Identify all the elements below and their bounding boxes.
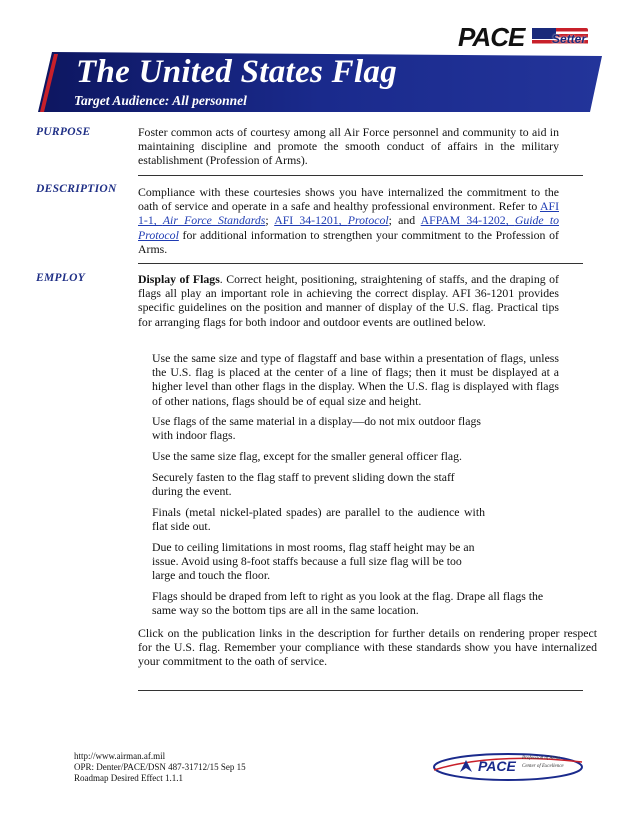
afi-1-1-link[interactable]: AFI 1-1, Air Force Standards — [138, 199, 559, 228]
flag-graphic — [532, 28, 588, 48]
title-banner — [38, 52, 602, 112]
footer-roadmap: Roadmap Desired Effect 1.1.1 — [74, 773, 184, 783]
afi-34-1201-link[interactable]: AFI 34-1201, Protocol — [274, 213, 389, 228]
description-text: Compliance with these courtesies shows you have internalized the commitment to the oath of service and operate in a safe and healthy professional environment. Refer to AFI 1-1, Air Force Standards; AFI 34-1201, Protocol; and AFPAM 34-1202, Guide to Protocol for additional information to strengthen your commitment to the Profession of Arms. — [138, 185, 559, 256]
employ-intro — [138, 272, 559, 329]
employ-label: EMPLOY — [36, 272, 86, 284]
employ-intro-text: . Correct height, positioning, straightening of staffs, and the draping of flags all play an important role in achieving the correct display. AFI 36-1201 provides specific guidelines on the position and manner of display of the U.S. flag. Practical tips for arranging flags for both indoor and outdoor events are outlined below. — [138, 272, 559, 329]
tip-item: Due to ceiling limitations in most rooms, flag staff height may be an issue. Avoid using 8-foot staffs because a full size flag will be too large and touch the floor. — [152, 540, 475, 583]
page-title: The United States Flag — [76, 54, 398, 90]
closing-text: Click on the publication links in the description for further details on rendering proper respect for the U.S. flag. Remember your compliance with these standards show you have internalized your commitment to the oath of service. — [138, 626, 597, 669]
tip-item: Use the same size flag, except for the smaller general officer flag. — [152, 449, 462, 463]
tip-item: Securely fasten to the flag staff to prevent sliding down the staff during the event. — [152, 470, 455, 499]
footer — [74, 751, 246, 784]
pace-setter-logo — [458, 22, 588, 54]
divider — [138, 263, 583, 264]
tip-item: Finals (metal nickel-plated spades) are parallel to the audience with flat side out. — [152, 505, 485, 534]
description-label: DESCRIPTION — [36, 183, 117, 195]
logo-line2: Center of Excellence — [522, 764, 564, 769]
logo-name: PACE — [478, 758, 516, 774]
afpam-34-1202-link[interactable]: AFPAM 34-1202, Guide to Protocol — [138, 213, 559, 242]
description-intro: Compliance with these courtesies shows you have internalized the commitment to the oath of service and operate in a safe and healthy professional environment. Refer to — [138, 185, 559, 214]
logo-line1: Profession of Arms — [522, 756, 561, 761]
tip-item: Flags should be draped from left to right as you look at the flag. Drape all flags the same way so the bottom tips are all in the same location. — [152, 589, 544, 618]
brand-name: PACE — [458, 22, 525, 52]
tip-item: Use the same size and type of flagstaff and base within a presentation of flags, unless the U.S. flag is placed at the center of a line of flags; then it must be displayed at a higher level than other flags in the display. When the U.S. flag is displayed with flags of other nations, flags should be of equal size and height. — [152, 351, 559, 408]
pace-coe-logo — [432, 748, 584, 784]
purpose-label: PURPOSE — [36, 126, 91, 138]
description-outro: for additional information to strengthen your commitment to the Profession of Arms. — [138, 227, 559, 256]
purpose-text: Foster common acts of courtesy among all Air Force personnel and community to aid in maintaining discipline and promote the smooth conduct of affairs in the military establishment (Profession of Arms). — [138, 125, 559, 168]
brand-tag: Setter — [551, 32, 586, 46]
divider — [138, 175, 583, 176]
footer-url[interactable]: http://www.airman.af.mil — [74, 751, 166, 761]
employ-heading: Display of Flags — [138, 272, 220, 286]
divider — [138, 690, 583, 691]
page-subtitle: Target Audience: All personnel — [74, 93, 247, 108]
tip-item: Use flags of the same material in a display—do not mix outdoor flags with indoor flags. — [152, 414, 481, 443]
footer-opr: OPR: Denter/PACE/DSN 487-31712/15 Sep 15 — [74, 762, 246, 772]
